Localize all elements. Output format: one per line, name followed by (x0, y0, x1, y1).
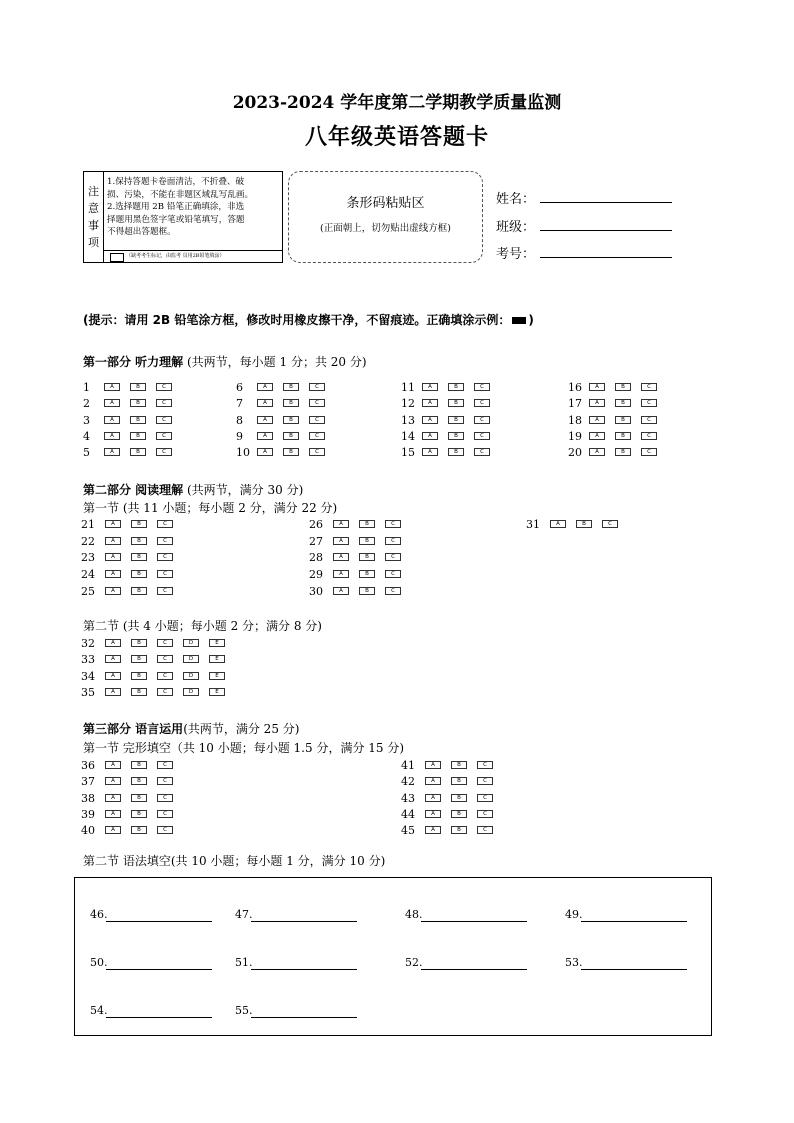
option-e-bubble[interactable]: E (209, 655, 225, 663)
option-b-bubble[interactable]: B (130, 399, 146, 407)
question-number: 19 (568, 429, 582, 443)
option-b-bubble[interactable]: B (448, 383, 464, 391)
option-c-bubble[interactable]: C (309, 432, 325, 440)
blank-55[interactable] (235, 1004, 253, 1017)
question-number: 41 (401, 759, 415, 772)
option-c-bubble[interactable]: C (385, 553, 401, 561)
question-number: 42 (401, 775, 415, 789)
question-number: 36 (81, 759, 95, 772)
option-b-bubble[interactable]: B (448, 399, 464, 407)
option-c-bubble[interactable]: C (477, 794, 493, 802)
option-b-bubble[interactable]: B (451, 826, 467, 834)
option-c-bubble[interactable]: C (474, 399, 490, 407)
option-b-bubble[interactable]: B (130, 432, 146, 440)
question-number: 8 (236, 413, 243, 427)
question-number: 4 (83, 429, 90, 443)
option-a-bubble[interactable]: A (425, 810, 441, 818)
option-c-bubble[interactable]: C (157, 587, 173, 595)
question-number: 33 (81, 653, 95, 667)
option-b-bubble[interactable]: B (451, 777, 467, 785)
option-a-bubble[interactable]: A (104, 383, 120, 391)
option-c-bubble[interactable]: C (602, 520, 618, 528)
barcode-title: 条形码粘贴区 (346, 196, 425, 211)
option-a-bubble[interactable]: A (333, 587, 349, 595)
notice-label-char: 意 (88, 202, 99, 215)
option-a-bubble[interactable]: A (422, 399, 438, 407)
question-number: 23 (81, 551, 95, 565)
option-b-bubble[interactable]: B (131, 688, 147, 696)
option-b-bubble[interactable]: B (131, 655, 147, 663)
option-a-bubble[interactable]: A (589, 416, 605, 424)
option-a-bubble[interactable]: A (257, 399, 273, 407)
option-b-bubble[interactable]: B (615, 416, 631, 424)
option-c-bubble[interactable]: C (474, 383, 490, 391)
part3-name: 第三部分 语言运用 (83, 722, 184, 736)
blank-line[interactable] (251, 921, 357, 922)
part3-heading (83, 720, 299, 737)
part3-section1-desc: （共 10 小题；每小题 1.5 分，满分 15 分) (170, 741, 405, 755)
option-b-bubble[interactable]: B (615, 383, 631, 391)
option-a-bubble[interactable]: A (589, 383, 605, 391)
blank-line[interactable] (421, 969, 527, 970)
question-number: 13 (401, 413, 415, 427)
option-b-bubble[interactable]: B (283, 432, 299, 440)
option-b-bubble[interactable]: B (283, 399, 299, 407)
option-a-bubble[interactable]: A (105, 826, 121, 834)
option-c-bubble[interactable]: C (156, 416, 172, 424)
absent-mark-row (104, 250, 283, 264)
blank-number: 55. (235, 1004, 253, 1017)
blank-number: 52. (405, 956, 423, 969)
exam-number-label: 考号： (496, 247, 536, 262)
option-e-bubble[interactable]: E (209, 688, 225, 696)
option-a-bubble[interactable]: A (333, 570, 349, 578)
blank-50[interactable] (90, 956, 108, 969)
option-b-bubble[interactable]: B (451, 761, 467, 769)
option-b-bubble[interactable]: B (131, 537, 147, 545)
option-b-bubble[interactable]: B (131, 570, 147, 578)
option-a-bubble[interactable]: A (422, 448, 438, 456)
option-d-bubble[interactable]: D (183, 655, 199, 663)
option-e-bubble[interactable]: E (209, 639, 225, 647)
option-b-bubble[interactable]: B (131, 777, 147, 785)
part3-section1-name: 第一节 完形填空 (83, 741, 171, 755)
option-c-bubble[interactable]: C (477, 826, 493, 834)
part2-section1-heading: 第一节 (共 11 小题；每小题 2 分，满分 22 分) (83, 501, 338, 515)
option-c-bubble[interactable]: C (157, 688, 173, 696)
blank-53[interactable] (565, 956, 583, 969)
option-c-bubble[interactable]: C (641, 416, 657, 424)
option-b-bubble[interactable]: B (359, 520, 375, 528)
option-b-bubble[interactable]: B (131, 639, 147, 647)
question-number: 27 (309, 534, 323, 548)
question-number: 17 (568, 397, 582, 411)
question-number: 18 (568, 413, 582, 427)
option-c-bubble[interactable]: C (157, 777, 173, 785)
grammar-fill-box (74, 877, 712, 1036)
question-number: 21 (81, 518, 95, 531)
option-a-bubble[interactable]: A (105, 537, 121, 545)
part3-desc: (共两节，满分 25 分) (183, 722, 300, 736)
question-number: 15 (401, 446, 415, 460)
part2-heading (83, 481, 303, 498)
notice-label (84, 172, 104, 263)
option-a-bubble[interactable]: A (589, 399, 605, 407)
option-c-bubble[interactable]: C (385, 520, 401, 528)
option-c-bubble[interactable]: C (157, 639, 173, 647)
blank-line[interactable] (106, 969, 212, 970)
option-e-bubble[interactable]: E (209, 672, 225, 680)
option-c-bubble[interactable]: C (641, 383, 657, 391)
option-c-bubble[interactable]: C (309, 416, 325, 424)
option-a-bubble[interactable]: A (105, 639, 121, 647)
question-number: 43 (401, 791, 415, 805)
option-b-bubble[interactable]: B (359, 537, 375, 545)
option-b-bubble[interactable]: B (451, 810, 467, 818)
notice-line: 1.保持答题卡卷面清洁，不折叠、破 (107, 177, 245, 187)
blank-46[interactable] (90, 908, 108, 921)
option-c-bubble[interactable]: C (641, 399, 657, 407)
option-c-bubble[interactable]: C (157, 570, 173, 578)
class-field[interactable] (496, 216, 535, 235)
blank-line[interactable] (106, 1017, 212, 1018)
option-d-bubble[interactable]: D (183, 688, 199, 696)
blank-number: 53. (565, 956, 583, 969)
option-b-bubble[interactable]: B (131, 810, 147, 818)
option-a-bubble[interactable]: A (104, 448, 120, 456)
question-number: 1 (83, 381, 90, 394)
option-c-bubble[interactable]: C (156, 399, 172, 407)
notice-line: 2.选择题用 2B 铅笔正确填涂，非选 (107, 202, 245, 212)
blank-number: 51. (235, 956, 253, 969)
option-c-bubble[interactable]: C (474, 432, 490, 440)
question-number: 38 (81, 791, 95, 805)
question-number: 40 (81, 824, 95, 838)
question-number: 32 (81, 637, 95, 650)
option-a-bubble[interactable]: A (257, 432, 273, 440)
option-c-bubble[interactable]: C (156, 432, 172, 440)
option-c-bubble[interactable]: C (156, 383, 172, 391)
option-b-bubble[interactable]: B (131, 553, 147, 561)
blank-51[interactable] (235, 956, 253, 969)
name-line[interactable] (540, 202, 672, 203)
notice-label-char: 注 (88, 185, 99, 198)
question-number: 3 (83, 413, 90, 427)
option-a-bubble[interactable]: A (105, 655, 121, 663)
question-number: 22 (81, 534, 95, 548)
question-number: 20 (568, 446, 582, 460)
option-c-bubble[interactable]: C (477, 777, 493, 785)
option-a-bubble[interactable]: A (105, 587, 121, 595)
question-number: 11 (401, 381, 415, 394)
question-number: 39 (81, 807, 95, 821)
blank-number: 49. (565, 908, 583, 921)
option-a-bubble[interactable]: A (104, 432, 120, 440)
option-a-bubble[interactable]: A (257, 448, 273, 456)
option-c-bubble[interactable]: C (157, 810, 173, 818)
option-b-bubble[interactable]: B (615, 448, 631, 456)
blank-number: 47. (235, 908, 253, 921)
option-a-bubble[interactable]: A (104, 416, 120, 424)
question-number: 30 (309, 584, 323, 598)
option-b-bubble[interactable]: B (448, 448, 464, 456)
blank-52[interactable] (405, 956, 423, 969)
option-b-bubble[interactable]: B (130, 448, 146, 456)
part2-section2-heading: 第二节 (共 4 小题；每小题 2 分；满分 8 分) (83, 619, 322, 633)
option-a-bubble[interactable]: A (257, 416, 273, 424)
question-number: 14 (401, 429, 415, 443)
part3-section2-desc: (共 10 小题；每小题 1 分，满分 10 分) (170, 854, 386, 868)
option-c-bubble[interactable]: C (477, 761, 493, 769)
option-a-bubble[interactable]: A (105, 688, 121, 696)
question-number: 16 (568, 381, 582, 394)
option-c-bubble[interactable]: C (157, 655, 173, 663)
blank-number: 46. (90, 908, 108, 921)
notice-box (83, 171, 283, 263)
question-number: 6 (236, 381, 243, 394)
option-c-bubble[interactable]: C (309, 448, 325, 456)
blank-line[interactable] (421, 921, 527, 922)
option-a-bubble[interactable]: A (425, 826, 441, 834)
option-c-bubble[interactable]: C (385, 587, 401, 595)
option-b-bubble[interactable]: B (448, 416, 464, 424)
option-c-bubble[interactable]: C (385, 537, 401, 545)
option-b-bubble[interactable]: B (359, 553, 375, 561)
option-b-bubble[interactable]: B (131, 826, 147, 834)
question-number: 45 (401, 824, 415, 838)
part1-heading (83, 353, 367, 370)
option-a-bubble[interactable]: A (333, 553, 349, 561)
option-c-bubble[interactable]: C (157, 520, 173, 528)
option-b-bubble[interactable]: B (359, 570, 375, 578)
option-a-bubble[interactable]: A (422, 383, 438, 391)
option-a-bubble[interactable]: A (105, 794, 121, 802)
option-a-bubble[interactable]: A (105, 520, 121, 528)
name-field[interactable] (496, 188, 535, 207)
option-b-bubble[interactable]: B (615, 432, 631, 440)
class-line[interactable] (540, 230, 672, 231)
option-a-bubble[interactable]: A (422, 432, 438, 440)
option-a-bubble[interactable]: A (333, 520, 349, 528)
barcode-note: (正面朝上，切勿贴出虚线方框) (320, 223, 451, 234)
part2-desc: (共两节，满分 30 分) (183, 483, 304, 497)
option-a-bubble[interactable]: A (425, 761, 441, 769)
notice-text (107, 176, 281, 239)
notice-label-char: 事 (88, 219, 99, 232)
option-c-bubble[interactable]: C (641, 432, 657, 440)
option-a-bubble[interactable]: A (425, 777, 441, 785)
question-number: 25 (81, 584, 95, 598)
question-number: 31 (526, 518, 540, 531)
option-b-bubble[interactable]: B (283, 416, 299, 424)
option-c-bubble[interactable]: C (474, 416, 490, 424)
blank-line[interactable] (251, 1017, 357, 1018)
option-b-bubble[interactable]: B (615, 399, 631, 407)
exam-title: 2023-2024 学年度第二学期教学质量监测 (232, 93, 562, 113)
option-b-bubble[interactable]: B (283, 383, 299, 391)
question-number: 29 (309, 568, 323, 582)
blank-line[interactable] (106, 921, 212, 922)
option-b-bubble[interactable]: B (359, 587, 375, 595)
question-number: 24 (81, 568, 95, 582)
option-c-bubble[interactable]: C (474, 448, 490, 456)
answer-card-title: 八年级英语答题卡 (304, 124, 489, 150)
option-b-bubble[interactable]: B (131, 794, 147, 802)
option-c-bubble[interactable]: C (309, 383, 325, 391)
question-number: 26 (309, 518, 323, 531)
barcode-area (288, 171, 483, 263)
option-a-bubble[interactable]: A (105, 553, 121, 561)
part1-name: 第一部分 听力理解 (83, 355, 184, 369)
name-label: 姓名： (496, 192, 536, 207)
fill-hint (83, 311, 534, 328)
option-c-bubble[interactable]: C (156, 448, 172, 456)
option-b-bubble[interactable]: B (130, 383, 146, 391)
blank-54[interactable] (90, 1004, 108, 1017)
part3-section2-name: 第二节 语法填空 (83, 854, 171, 868)
question-number: 35 (81, 685, 95, 699)
option-a-bubble[interactable]: A (333, 537, 349, 545)
blank-47[interactable] (235, 908, 253, 921)
option-a-bubble[interactable]: A (257, 383, 273, 391)
blank-line[interactable] (251, 969, 357, 970)
question-number: 10 (236, 446, 250, 460)
option-a-bubble[interactable]: A (589, 448, 605, 456)
option-b-bubble[interactable]: B (131, 587, 147, 595)
option-c-bubble[interactable]: C (385, 570, 401, 578)
class-label: 班级： (496, 220, 536, 235)
part2-name: 第二部分 阅读理解 (83, 483, 184, 497)
part1-desc: (共两节，每小题 1 分；共 20 分) (183, 355, 367, 369)
option-d-bubble[interactable]: D (183, 672, 199, 680)
option-d-bubble[interactable]: D (183, 639, 199, 647)
option-b-bubble[interactable]: B (131, 761, 147, 769)
question-number: 12 (401, 397, 415, 411)
option-b-bubble[interactable]: B (451, 794, 467, 802)
question-number: 44 (401, 807, 415, 821)
option-a-bubble[interactable]: A (105, 777, 121, 785)
option-a-bubble[interactable]: A (105, 672, 121, 680)
option-b-bubble[interactable]: B (448, 432, 464, 440)
option-b-bubble[interactable]: B (283, 448, 299, 456)
question-number: 5 (83, 446, 90, 460)
option-a-bubble[interactable]: A (104, 399, 120, 407)
absent-mark-box[interactable] (110, 253, 124, 262)
part3-section1-heading (83, 739, 404, 756)
option-a-bubble[interactable]: A (105, 810, 121, 818)
question-number: 2 (83, 397, 90, 411)
fill-sample-mark (512, 317, 526, 324)
option-c-bubble[interactable]: C (157, 553, 173, 561)
fill-hint-end: ) (528, 313, 534, 327)
option-c-bubble[interactable]: C (641, 448, 657, 456)
option-b-bubble[interactable]: B (131, 520, 147, 528)
blank-49[interactable] (565, 908, 583, 921)
option-a-bubble[interactable]: A (425, 794, 441, 802)
question-number: 7 (236, 397, 243, 411)
option-b-bubble[interactable]: B (131, 672, 147, 680)
option-a-bubble[interactable]: A (105, 761, 121, 769)
exam-number-field[interactable] (496, 243, 535, 262)
option-c-bubble[interactable]: C (157, 761, 173, 769)
question-number: 34 (81, 669, 95, 683)
option-a-bubble[interactable]: A (589, 432, 605, 440)
question-number: 28 (309, 551, 323, 565)
option-c-bubble[interactable]: C (157, 672, 173, 680)
option-a-bubble[interactable]: A (550, 520, 566, 528)
blank-number: 50. (90, 956, 108, 969)
option-c-bubble[interactable]: C (157, 794, 173, 802)
blank-number: 54. (90, 1004, 108, 1017)
option-c-bubble[interactable]: C (157, 537, 173, 545)
option-a-bubble[interactable]: A (422, 416, 438, 424)
blank-line[interactable] (581, 921, 687, 922)
notice-line: 损、污染，不能在非题区域乱写乱画。 (107, 189, 254, 200)
question-number: 37 (81, 775, 95, 789)
notice-line: 择题用黑色签字笔或铅笔填写，答题 (107, 214, 245, 225)
blank-number: 48. (405, 908, 423, 921)
option-c-bubble[interactable]: C (157, 826, 173, 834)
part3-section2-heading (83, 852, 385, 869)
option-c-bubble[interactable]: C (477, 810, 493, 818)
option-b-bubble[interactable]: B (130, 416, 146, 424)
notice-line: 不得超出答题框。 (107, 227, 176, 237)
fill-hint-text: (提示：请用 2B 铅笔涂方框，修改时用橡皮擦干净，不留痕迹。正确填涂示例： (83, 313, 511, 327)
question-number: 9 (236, 429, 243, 443)
blank-line[interactable] (581, 969, 687, 970)
absent-mark-note: （缺考考生标记，由监考 员用2B铅笔填涂） (126, 253, 225, 259)
option-b-bubble[interactable]: B (576, 520, 592, 528)
blank-48[interactable] (405, 908, 423, 921)
option-c-bubble[interactable]: C (309, 399, 325, 407)
exam-number-line[interactable] (540, 257, 672, 258)
notice-label-char: 项 (88, 236, 99, 249)
option-a-bubble[interactable]: A (105, 570, 121, 578)
